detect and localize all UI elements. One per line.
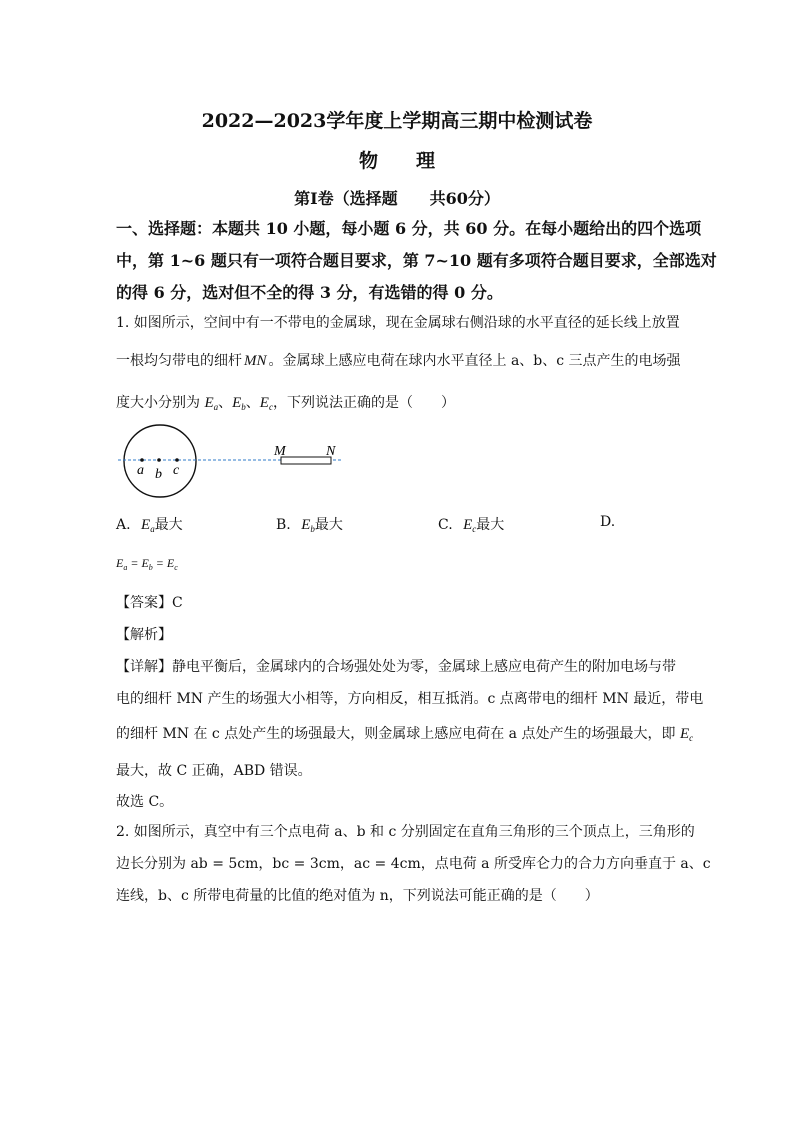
q1-line2-a: 一根均匀带电的细杆: [116, 353, 242, 369]
q2-line1: 2. 如图所示，真空中有三个点电荷 a、b 和 c 分别固定在直角三角形的三个顶点上，三角形的: [116, 824, 695, 840]
symbol-ec-detail: $E_c$: [679, 726, 694, 743]
label-c: c: [173, 463, 180, 478]
symbol-ec: $E_c$: [259, 395, 273, 412]
q2-line2-b: ab = 5cm，bc = 3cm，ac = 4cm，点电荷 a 所受库仑力的合力方向垂直于 a、c: [190, 856, 711, 872]
symbol-eb: $E_b$: [232, 395, 246, 412]
exam-title: 2022—2023学年度上学期高三期中检测试卷: [201, 110, 593, 132]
option-d-formula: $E_a = E_b = E_c$: [116, 556, 178, 572]
section-instructions-line2: 中，第 1~6 题只有一项符合题目要求，第 7~10 题有多项符合题目要求，全部选对: [116, 251, 717, 270]
answer-line: 【答案】C: [116, 595, 183, 611]
conclusion-line: 故选 C。: [116, 794, 174, 810]
subject-title: 物 理: [358, 150, 435, 172]
label-m: M: [274, 444, 286, 459]
option-a[interactable]: [116, 514, 183, 534]
rod-label-mn: MN: [244, 353, 267, 369]
point-b: [157, 458, 161, 462]
section-instructions-line3: 的得 6 分，选对但不全的得 3 分，有选错的得 0 分。: [116, 283, 503, 302]
option-c-prefix: C.: [438, 517, 453, 533]
option-a-prefix: A.: [116, 517, 131, 533]
analysis-label: 【解析】: [116, 627, 172, 643]
option-c[interactable]: [438, 514, 504, 534]
q1-line2: [116, 350, 681, 370]
charged-rod: [281, 457, 331, 464]
q1-line3-a: 度大小分别为: [116, 395, 200, 411]
detail-line1: 【详解】静电平衡后，金属球内的合场强处处为零，金属球上感应电荷产生的附加电场与带: [116, 659, 676, 675]
option-b-symbol: $E_b$: [301, 517, 315, 534]
option-a-text: 最大: [154, 517, 183, 533]
detail-line4: 最大，故 C 正确，ABD 错误。: [116, 763, 312, 779]
point-a: [140, 458, 144, 462]
q2-line2-a: 边长分别为: [116, 856, 186, 872]
section-instructions-line1: 一、选择题：本题共 10 小题，每小题 6 分，共 60 分。在每小题给出的四个选项: [116, 219, 702, 238]
option-d[interactable]: [600, 514, 615, 530]
option-c-symbol: $E_c$: [463, 517, 477, 534]
q1-line3-b: ，下列说法正确的是（ ）: [272, 395, 455, 411]
option-a-symbol: $E_a$: [141, 517, 155, 534]
q1-line3: 度大小分别为 $E_a$、$E_b$、$E_c$，下列说法正确的是（ ）: [116, 395, 455, 412]
point-c: [175, 458, 179, 462]
q1-line1: 1. 如图所示，空间中有一不带电的金属球，现在金属球右侧沿球的水平直径的延长线上放置: [116, 315, 680, 331]
q1-line2-b: 。金属球上感应电荷在球内水平直径上 a、b、c 三点产生的电场强: [268, 353, 681, 369]
part-title: 第Ⅰ卷（选择题 共60分）: [294, 189, 500, 208]
option-b[interactable]: [276, 514, 343, 534]
detail-line3-wrap: [116, 723, 693, 743]
symbol-ea: $E_a$: [204, 395, 219, 412]
label-b: b: [155, 467, 162, 482]
option-c-text: 最大: [476, 517, 505, 533]
detail-line3: 的细杆 MN 在 c 点处产生的场强最大，则金属球上感应电荷在 a 点处产生的场强最大，即: [116, 726, 676, 742]
q2-line3: 连线，b、c 所带电荷量的比值的绝对值为 n，下列说法可能正确的是（ ）: [116, 888, 599, 904]
label-a: a: [137, 463, 144, 478]
label-n: N: [326, 444, 336, 459]
option-b-text: 最大: [314, 517, 343, 533]
q2-line2-wrap: [116, 853, 711, 873]
option-b-prefix: B.: [276, 517, 291, 533]
detail-line2: 电的细杆 MN 产生的场强大小相等，方向相反，相互抵消。c 点离带电的细杆 MN 最近，带电: [116, 691, 704, 707]
q1-figure: [110, 420, 350, 502]
option-d-prefix: D.: [600, 514, 616, 530]
